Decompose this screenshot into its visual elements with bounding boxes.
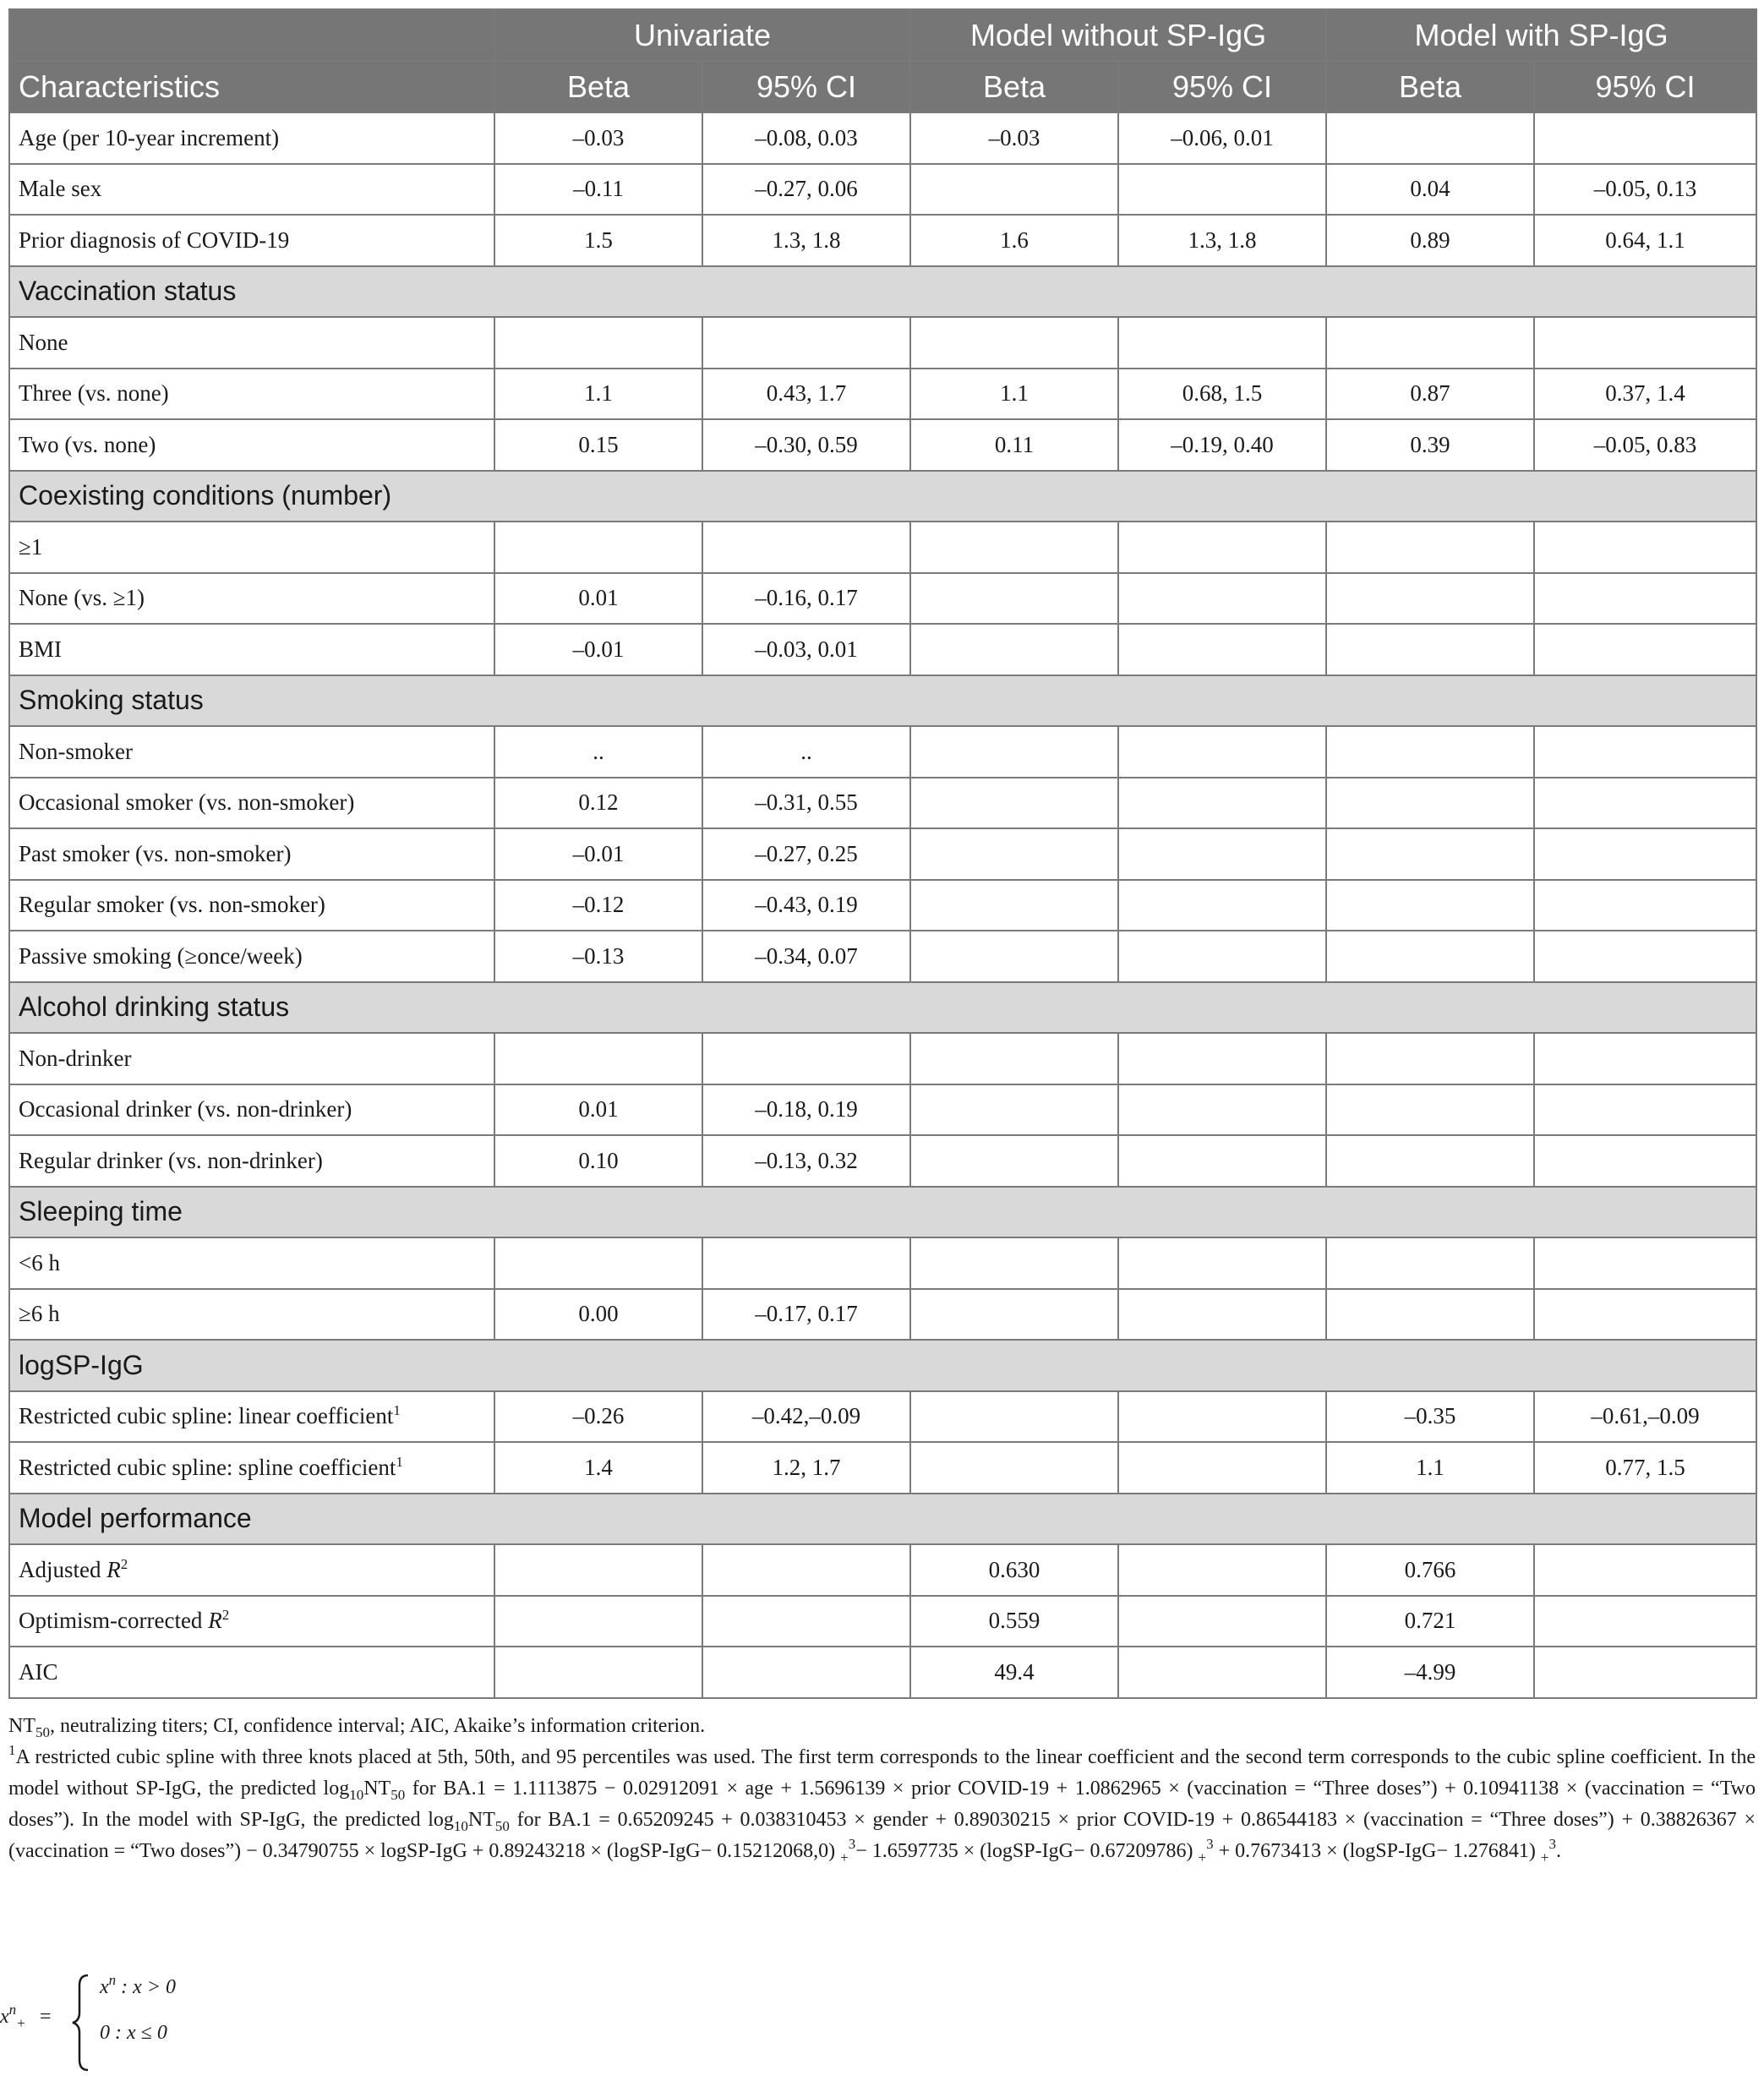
ci-cell — [1118, 880, 1326, 931]
ci-cell: –0.42,–0.09 — [702, 1391, 910, 1443]
table-body — [9, 112, 1756, 1698]
section-label: Smoking status — [9, 675, 1756, 727]
footnote-text: + 0.7673413 × (logSP-IgG− 1.276841) — [1213, 1839, 1541, 1862]
table-row — [9, 1647, 1756, 1698]
ci-cell: –0.05, 0.13 — [1534, 164, 1756, 216]
superscript: n — [108, 1972, 117, 1988]
row-label-superscript: 1 — [396, 1453, 403, 1470]
row-label — [9, 419, 494, 471]
beta-cell: 0.00 — [494, 1289, 702, 1341]
row-label — [9, 624, 494, 675]
footnote-marker: 1 — [8, 1741, 16, 1758]
row-label-text: BMI — [19, 636, 63, 662]
header-ci: 95% CI — [1534, 61, 1756, 112]
ci-cell: 1.2, 1.7 — [702, 1442, 910, 1494]
abbrev-text: NT — [8, 1714, 35, 1737]
beta-cell: 1.6 — [910, 215, 1118, 266]
header-model-without: Model without SP-IgG — [910, 9, 1326, 61]
row-label-text: Regular smoker (vs. non-smoker) — [19, 892, 325, 918]
subscript: 50 — [390, 1786, 406, 1803]
ci-cell — [1118, 828, 1326, 880]
row-label — [9, 880, 494, 931]
table-row — [9, 419, 1756, 471]
ci-cell: –0.27, 0.06 — [702, 164, 910, 216]
ci-cell — [1118, 1237, 1326, 1289]
table-row — [9, 215, 1756, 266]
beta-cell — [910, 317, 1118, 369]
beta-cell: 0.559 — [910, 1596, 1118, 1647]
beta-cell: 0.630 — [910, 1544, 1118, 1596]
section-row — [9, 675, 1756, 727]
beta-cell: 0.11 — [910, 419, 1118, 471]
header-univariate: Univariate — [494, 9, 910, 61]
ci-cell — [1534, 573, 1756, 625]
table-row — [9, 1391, 1756, 1443]
ci-cell — [1118, 1647, 1326, 1698]
beta-cell: –0.12 — [494, 880, 702, 931]
footnote-text: A restricted cubic spline with three knots placed at 5th, 50th, and 95 percentiles was used. The first term corresponds to the linear coefficient and the second term corresponds to the cubic spline coefficient. In the model without SP-IgG, the predicted log — [8, 1745, 1756, 1800]
ci-cell — [1534, 1084, 1756, 1136]
beta-cell — [494, 1544, 702, 1596]
ci-cell: –0.43, 0.19 — [702, 880, 910, 931]
beta-cell — [1326, 880, 1534, 931]
row-label-text: Male sex — [19, 176, 102, 202]
ci-cell — [702, 1596, 910, 1647]
formula-case-nonpositive: 0 : x ≤ 0 — [100, 2022, 167, 2044]
beta-cell: 1.1 — [494, 369, 702, 420]
beta-cell: –0.35 — [1326, 1391, 1534, 1443]
row-label-text: Non-drinker — [19, 1045, 132, 1071]
formula-equals: = — [40, 2006, 52, 2028]
row-label-text: Occasional drinker (vs. non-drinker) — [19, 1096, 352, 1122]
beta-cell — [1326, 726, 1534, 778]
beta-cell: –0.13 — [494, 931, 702, 982]
row-label — [9, 1647, 494, 1698]
section-label: logSP-IgG — [9, 1340, 1756, 1391]
formula-lhs — [0, 2002, 26, 2031]
ci-cell: –0.13, 0.32 — [702, 1135, 910, 1187]
ci-cell — [1118, 624, 1326, 675]
header-blank — [9, 9, 494, 61]
table-row — [9, 828, 1756, 880]
row-label — [9, 1391, 494, 1443]
row-label-italic: R — [106, 1556, 121, 1582]
section-label: Alcohol drinking status — [9, 982, 1756, 1034]
ci-cell — [1118, 1135, 1326, 1187]
subscript: 50 — [35, 1723, 50, 1740]
row-label-text: Restricted cubic spline: spline coefficient — [19, 1454, 396, 1480]
ci-cell: 1.3, 1.8 — [1118, 215, 1326, 266]
beta-cell — [910, 880, 1118, 931]
row-label — [9, 1135, 494, 1187]
beta-cell: 0.766 — [1326, 1544, 1534, 1596]
beta-cell — [910, 164, 1118, 216]
beta-cell — [910, 522, 1118, 573]
row-label — [9, 1544, 494, 1596]
beta-cell — [910, 931, 1118, 982]
footnote-1 — [8, 1742, 1756, 1867]
table-row — [9, 1544, 1756, 1596]
row-label-text: Passive smoking (≥once/week) — [19, 942, 303, 969]
beta-cell — [1326, 573, 1534, 625]
table-row — [9, 573, 1756, 625]
section-label: Vaccination status — [9, 266, 1756, 318]
beta-cell: 1.4 — [494, 1442, 702, 1494]
row-label-text: Two (vs. none) — [19, 431, 156, 457]
beta-cell — [494, 522, 702, 573]
ci-cell — [1534, 1647, 1756, 1698]
ci-cell — [1118, 726, 1326, 778]
beta-cell: 0.12 — [494, 778, 702, 829]
table-row — [9, 726, 1756, 778]
ci-cell: 1.3, 1.8 — [702, 215, 910, 266]
ci-cell — [702, 1237, 910, 1289]
ci-cell — [1534, 317, 1756, 369]
beta-cell — [1326, 1084, 1534, 1136]
ci-cell — [1534, 1237, 1756, 1289]
ci-cell: 0.43, 1.7 — [702, 369, 910, 420]
table-row — [9, 1135, 1756, 1187]
beta-cell — [910, 828, 1118, 880]
beta-cell: 1.1 — [1326, 1442, 1534, 1494]
beta-cell — [910, 726, 1118, 778]
beta-cell — [1326, 778, 1534, 829]
ci-cell — [1118, 1544, 1326, 1596]
ci-cell — [1118, 164, 1326, 216]
ci-cell — [1534, 828, 1756, 880]
beta-cell — [494, 317, 702, 369]
ci-cell: 0.68, 1.5 — [1118, 369, 1326, 420]
beta-cell — [494, 1647, 702, 1698]
ci-cell: –0.19, 0.40 — [1118, 419, 1326, 471]
table-row — [9, 1237, 1756, 1289]
row-label — [9, 317, 494, 369]
section-row — [9, 1187, 1756, 1238]
beta-cell: 1.1 — [910, 369, 1118, 420]
footnote-text: − 1.6597735 × (logSP-IgG− 0.67209786) — [855, 1839, 1199, 1862]
ci-cell: –0.03, 0.01 — [702, 624, 910, 675]
row-label-superscript: 2 — [221, 1607, 230, 1624]
table-row — [9, 112, 1756, 164]
row-label — [9, 1237, 494, 1289]
ci-cell — [702, 317, 910, 369]
section-row — [9, 266, 1756, 318]
table-row — [9, 1442, 1756, 1494]
row-label-text: Adjusted — [19, 1556, 107, 1582]
table-row — [9, 880, 1756, 931]
section-label: Coexisting conditions (number) — [9, 471, 1756, 522]
section-label: Sleeping time — [9, 1187, 1756, 1238]
beta-cell — [910, 1135, 1118, 1187]
ci-cell: –0.05, 0.83 — [1534, 419, 1756, 471]
row-label — [9, 1596, 494, 1647]
ci-cell: –0.06, 0.01 — [1118, 112, 1326, 164]
table-row — [9, 522, 1756, 573]
beta-cell: 0.15 — [494, 419, 702, 471]
beta-cell — [910, 1084, 1118, 1136]
table-row — [9, 369, 1756, 420]
beta-cell — [910, 624, 1118, 675]
row-label — [9, 1442, 494, 1494]
footnote-text: for BA.1 = 0.65209245 + 0.038310453 × gender + 0.89030215 × prior COVID-19 + 0.86544183 × (vaccination = “Three doses”) + 0.38826367 × (vaccination = “Two doses”) − 0.34790755 × logSP-IgG + 0.89243218 × (logSP-IgG− 0.15212068,0) — [8, 1808, 1756, 1862]
ci-cell — [1534, 880, 1756, 931]
header-ci: 95% CI — [1118, 61, 1326, 112]
row-label-superscript: 2 — [120, 1555, 128, 1572]
beta-cell — [1326, 931, 1534, 982]
beta-cell: 0.10 — [494, 1135, 702, 1187]
row-label-text: None (vs. ≥1) — [19, 585, 145, 611]
ci-cell — [1534, 1544, 1756, 1596]
beta-cell: 0.87 — [1326, 369, 1534, 420]
table-row — [9, 1289, 1756, 1341]
section-label: Model performance — [9, 1494, 1756, 1545]
table-row — [9, 778, 1756, 829]
ci-cell — [702, 1544, 910, 1596]
ci-cell: –0.08, 0.03 — [702, 112, 910, 164]
section-row — [9, 982, 1756, 1034]
beta-cell: –0.01 — [494, 624, 702, 675]
subscript: + — [16, 2015, 26, 2031]
ci-cell: –0.18, 0.19 — [702, 1084, 910, 1136]
row-label — [9, 164, 494, 216]
group-header-row — [9, 9, 1756, 61]
beta-cell: 0.721 — [1326, 1596, 1534, 1647]
beta-cell: 49.4 — [910, 1647, 1118, 1698]
ci-cell — [1118, 317, 1326, 369]
subscript: 10 — [453, 1817, 468, 1834]
row-label-superscript: 1 — [393, 1402, 401, 1419]
beta-cell: 0.01 — [494, 573, 702, 625]
row-label — [9, 931, 494, 982]
ci-cell — [1534, 778, 1756, 829]
header-beta: Beta — [1326, 61, 1534, 112]
ci-cell — [1118, 1596, 1326, 1647]
subscript: + — [1540, 1849, 1549, 1865]
beta-cell — [910, 1033, 1118, 1084]
subscript: + — [840, 1849, 849, 1865]
row-label-text: Non-smoker — [19, 738, 133, 764]
superscript: 3 — [1206, 1835, 1214, 1852]
beta-cell — [910, 1391, 1118, 1443]
ci-cell — [1534, 1289, 1756, 1341]
row-label — [9, 1084, 494, 1136]
beta-cell — [494, 1033, 702, 1084]
results-table — [8, 8, 1757, 1699]
beta-cell — [1326, 624, 1534, 675]
beta-cell: –4.99 — [1326, 1647, 1534, 1698]
section-row — [9, 1340, 1756, 1391]
beta-cell: 0.89 — [1326, 215, 1534, 266]
row-label-text: Age (per 10-year increment) — [19, 124, 280, 150]
ci-cell: 0.64, 1.1 — [1534, 215, 1756, 266]
beta-cell — [1326, 1237, 1534, 1289]
formula-case-positive — [100, 1972, 176, 1999]
abbrev-text: , neutralizing titers; CI, confidence interval; AIC, Akaike’s information criterion. — [50, 1714, 706, 1737]
row-label — [9, 112, 494, 164]
header-characteristics: Characteristics — [9, 61, 494, 112]
ci-cell: –0.30, 0.59 — [702, 419, 910, 471]
ci-cell — [1534, 931, 1756, 982]
ci-cell — [1118, 1289, 1326, 1341]
ci-cell — [1534, 1033, 1756, 1084]
ci-cell — [1534, 1596, 1756, 1647]
beta-cell: –0.03 — [494, 112, 702, 164]
abbreviations-note — [8, 1711, 1756, 1742]
table-row — [9, 1084, 1756, 1136]
formula-var: x — [0, 2006, 9, 2028]
beta-cell — [1326, 522, 1534, 573]
row-label-text: ≥1 — [19, 533, 43, 560]
formula-var: x — [100, 1976, 109, 1998]
table-container — [8, 8, 1756, 1867]
ci-cell: –0.61,–0.09 — [1534, 1391, 1756, 1443]
table-row — [9, 931, 1756, 982]
beta-cell — [910, 1442, 1118, 1494]
header-model-with: Model with SP-IgG — [1326, 9, 1756, 61]
beta-cell: 0.04 — [1326, 164, 1534, 216]
beta-cell — [1326, 1033, 1534, 1084]
ci-cell: –0.31, 0.55 — [702, 778, 910, 829]
table-row — [9, 1033, 1756, 1084]
ci-cell — [1118, 1033, 1326, 1084]
row-label — [9, 1033, 494, 1084]
beta-cell: –0.01 — [494, 828, 702, 880]
footnote-text: NT — [363, 1777, 391, 1800]
beta-cell — [494, 1237, 702, 1289]
row-label-text: Regular drinker (vs. non-drinker) — [19, 1147, 323, 1173]
row-label-text: Prior diagnosis of COVID-19 — [19, 227, 290, 253]
beta-cell: –0.26 — [494, 1391, 702, 1443]
row-label-text: AIC — [19, 1658, 58, 1685]
beta-cell: 0.01 — [494, 1084, 702, 1136]
beta-cell — [910, 573, 1118, 625]
table-row — [9, 624, 1756, 675]
ci-cell — [1118, 1442, 1326, 1494]
row-label-text: <6 h — [19, 1249, 60, 1275]
row-label-italic: R — [208, 1608, 222, 1634]
ci-cell — [1534, 112, 1756, 164]
row-label-text: Optimism-corrected — [19, 1608, 209, 1634]
row-label — [9, 573, 494, 625]
beta-cell: 0.39 — [1326, 419, 1534, 471]
row-label — [9, 828, 494, 880]
header-beta: Beta — [494, 61, 702, 112]
ci-cell: –0.27, 0.25 — [702, 828, 910, 880]
beta-cell — [1326, 317, 1534, 369]
superscript: 3 — [1548, 1835, 1556, 1852]
table-footnotes — [8, 1711, 1756, 1867]
header-ci: 95% CI — [702, 61, 910, 112]
row-label — [9, 215, 494, 266]
ci-cell — [1118, 931, 1326, 982]
section-row — [9, 471, 1756, 522]
beta-cell: 1.5 — [494, 215, 702, 266]
footnote-text: . — [1555, 1839, 1561, 1862]
table-row — [9, 164, 1756, 216]
beta-cell — [910, 1237, 1118, 1289]
beta-cell: –0.11 — [494, 164, 702, 216]
row-label — [9, 1289, 494, 1341]
row-label-text: Restricted cubic spline: linear coefficient — [19, 1403, 394, 1429]
ci-cell — [1118, 778, 1326, 829]
row-label — [9, 726, 494, 778]
ci-cell: –0.17, 0.17 — [702, 1289, 910, 1341]
row-label-text: None — [19, 329, 68, 355]
ci-cell — [1118, 522, 1326, 573]
section-row — [9, 1494, 1756, 1545]
ci-cell — [1118, 573, 1326, 625]
footnote-text: for BA.1 = 1.1113875 − 0.02912091 × age + 1.5696139 × prior COVID-19 + 1.0862965 × (vaccination = “Three doses”) + 0.10941138 × (vaccination = “Two doses”). In the model with SP-IgG, the predicted log — [8, 1777, 1756, 1831]
ci-cell — [702, 522, 910, 573]
ci-cell — [1118, 1391, 1326, 1443]
row-label-text: Past smoker (vs. non-smoker) — [19, 840, 292, 866]
ci-cell: 0.37, 1.4 — [1534, 369, 1756, 420]
piecewise-formula — [0, 1965, 423, 2079]
brace-icon — [69, 1972, 95, 2073]
beta-cell — [1326, 112, 1534, 164]
row-label-text: ≥6 h — [19, 1301, 60, 1327]
beta-cell — [1326, 1289, 1534, 1341]
ci-cell: .. — [702, 726, 910, 778]
header-beta: Beta — [910, 61, 1118, 112]
table-row — [9, 1596, 1756, 1647]
row-label — [9, 369, 494, 420]
row-label-text: Three (vs. none) — [19, 380, 169, 407]
beta-cell — [1326, 828, 1534, 880]
ci-cell: 0.77, 1.5 — [1534, 1442, 1756, 1494]
formula-text: : x > 0 — [116, 1976, 176, 1998]
row-label-text: Occasional smoker (vs. non-smoker) — [19, 789, 355, 816]
ci-cell: –0.34, 0.07 — [702, 931, 910, 982]
ci-cell — [1534, 624, 1756, 675]
superscript: 3 — [848, 1835, 856, 1852]
superscript: n — [8, 2002, 17, 2018]
ci-cell — [702, 1647, 910, 1698]
table-row — [9, 317, 1756, 369]
row-label — [9, 522, 494, 573]
ci-cell — [1534, 726, 1756, 778]
beta-cell: .. — [494, 726, 702, 778]
beta-cell — [910, 1289, 1118, 1341]
ci-cell — [1534, 522, 1756, 573]
ci-cell — [1118, 1084, 1326, 1136]
beta-cell: –0.03 — [910, 112, 1118, 164]
ci-cell — [1534, 1135, 1756, 1187]
subscript: 10 — [349, 1786, 364, 1803]
footnote-text: NT — [467, 1808, 495, 1831]
ci-cell — [702, 1033, 910, 1084]
subscript: 50 — [494, 1817, 510, 1834]
row-label — [9, 778, 494, 829]
beta-cell — [1326, 1135, 1534, 1187]
beta-cell — [910, 778, 1118, 829]
ci-cell: –0.16, 0.17 — [702, 573, 910, 625]
beta-cell — [494, 1596, 702, 1647]
subscript: + — [1198, 1849, 1207, 1865]
sub-header-row — [9, 61, 1756, 112]
